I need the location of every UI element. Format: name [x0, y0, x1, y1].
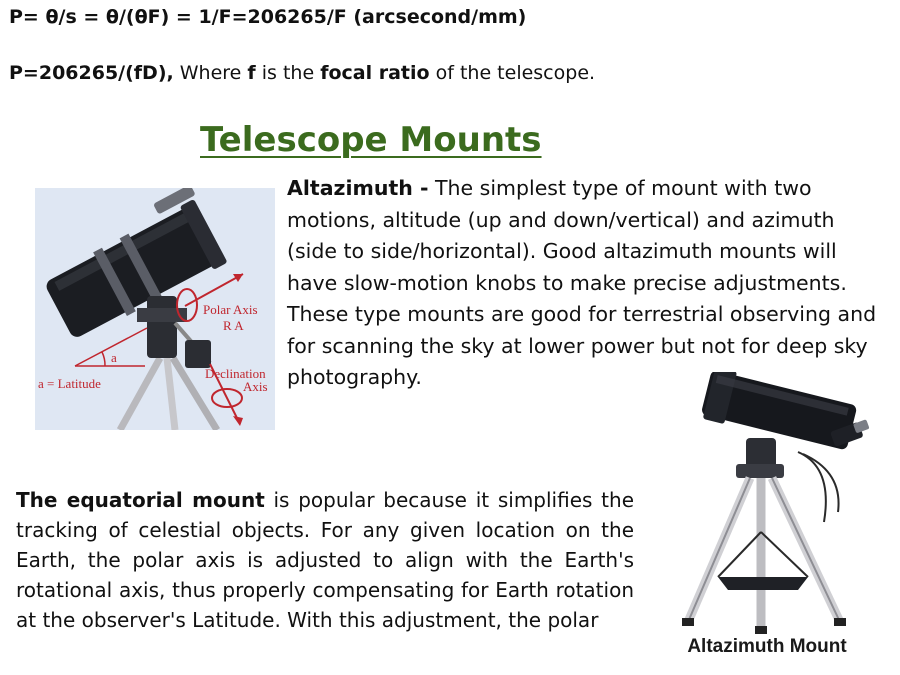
ra-label: R A — [223, 318, 244, 333]
altazimuth-description — [287, 173, 887, 394]
altazimuth-term: Altazimuth - — [287, 176, 429, 200]
formula-line-1: P= θ/s = θ/(θF) = 1/F=206265/F (arcsecond/mm) — [9, 6, 527, 28]
altazimuth-caption: Altazimuth Mount — [687, 636, 847, 657]
latitude-label: a = Latitude — [38, 376, 101, 391]
equatorial-text: is popular because it simplifies the tracking of celestial objects. For any given location on the Earth, the polar axis is adjusted to align with the Earth's rotational axis, thus properly compensating for Earth rotation at the observer's Latitude. With this adjustment, the polar — [16, 488, 634, 632]
polar-axis-label: Polar Axis — [203, 302, 258, 317]
page-title: Telescope Mounts — [200, 120, 542, 160]
equatorial-term: The equatorial mount — [16, 488, 265, 512]
formula-f: f — [247, 62, 256, 84]
formula-text-c: of the telescope. — [429, 62, 596, 84]
axis-label: Axis — [243, 379, 268, 394]
formula-text-a: Where — [173, 62, 248, 84]
formula-expression: P=206265/(fD), — [9, 62, 174, 84]
formula-line-2 — [9, 62, 595, 84]
declination-label: Declination — [205, 366, 266, 381]
altazimuth-text: The simplest type of mount with two motions, altitude (up and down/vertical) and azimuth (side to side/horizontal). Good altazimuth mounts will have slow-motion knobs to make precise adjustments. These type mounts are good for terrestrial observing and for scanning the sky at lower power but not for deep sky photography. — [287, 176, 877, 389]
equatorial-description — [16, 485, 634, 635]
equatorial-mount-image — [35, 188, 275, 430]
altazimuth-mount-image — [648, 372, 886, 664]
angle-label: a — [111, 350, 117, 365]
formula-focal-ratio: focal ratio — [320, 62, 430, 84]
formula-text-b: is the — [255, 62, 321, 84]
